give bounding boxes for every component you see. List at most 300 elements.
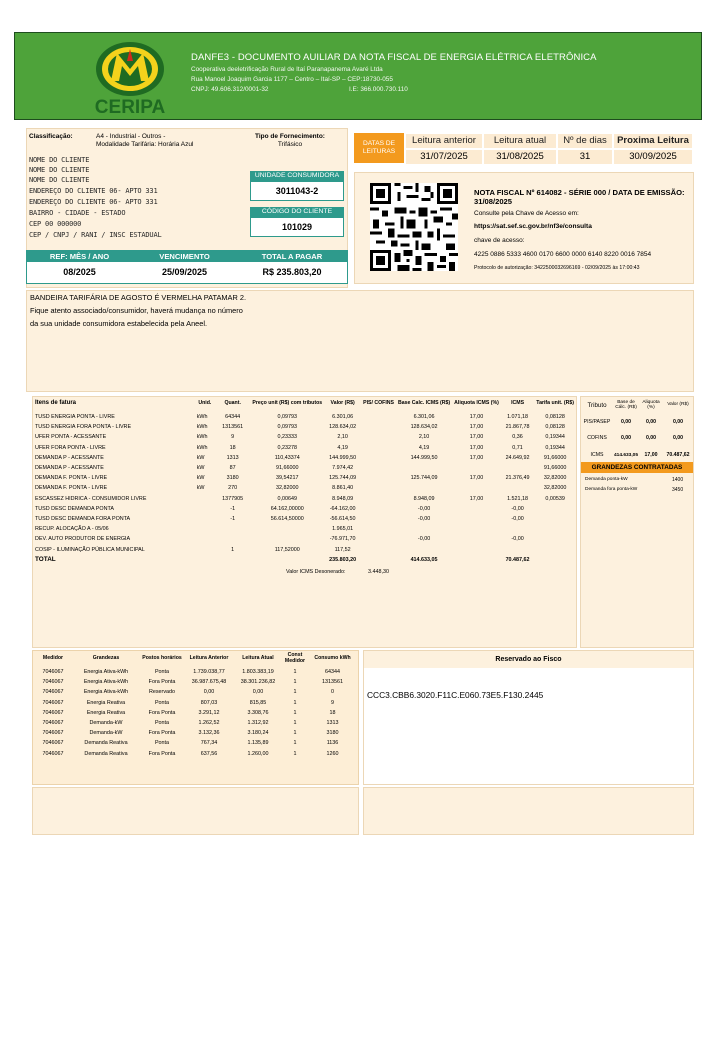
table-cell: Ponta	[154, 699, 170, 706]
total-value: R$ 235.803,20	[262, 267, 322, 277]
table-cell	[452, 524, 501, 534]
items-header: Base Calc. ICMS (R$)	[397, 400, 451, 407]
table-cell: 7.974,42	[332, 465, 354, 472]
table-cell: 1	[293, 730, 297, 737]
invoice-title: NOTA FISCAL Nº 614082 - SÉRIE 000 / DATA DE EMISSÃO: 31/08/2025	[474, 188, 685, 206]
table-cell: kWh	[196, 414, 208, 421]
total-label: TOTAL A PAGAR	[261, 252, 323, 261]
tribute-name: COFINS	[587, 435, 607, 441]
table-cell: RECUP. ALOCAÇÃO A - 05/06	[35, 526, 109, 533]
table-cell	[501, 524, 534, 534]
due-label: VENCIMENTO	[159, 252, 210, 261]
table-cell: -1	[230, 505, 236, 512]
table-cell: kW	[196, 454, 205, 461]
meters-header: Consumo kWh	[314, 655, 351, 662]
table-cell	[534, 524, 576, 534]
table-cell: 0,19344	[545, 434, 565, 441]
table-row	[33, 677, 358, 687]
table-row	[33, 728, 358, 738]
client-code-value: 101029	[250, 217, 344, 237]
table-cell: -0,00	[511, 536, 524, 543]
table-cell: Energia Ativa-kWh	[83, 669, 129, 676]
table-row	[33, 687, 358, 697]
table-cell: 1	[231, 546, 235, 553]
table-cell: 38.301.236,82	[240, 679, 276, 686]
table-cell: kW	[196, 485, 205, 492]
tribute-base: 0,00	[620, 435, 632, 441]
contracted-label: Demanda ponta-kW	[585, 477, 628, 482]
classification-label: Classificação:	[29, 133, 73, 140]
fisco-title: Reservado ao Fisco	[364, 651, 693, 668]
table-cell: 1.803.383,19	[242, 669, 274, 676]
table-cell: 8.861,40	[332, 485, 354, 492]
table-cell: 7046067	[42, 750, 64, 757]
contracted-value: 1400	[672, 477, 684, 483]
table-cell	[195, 514, 215, 524]
table-cell: Energia Ativa-kWh	[83, 689, 129, 696]
table-cell: UFER PONTA - ACESSANTE	[35, 434, 107, 441]
table-cell: 64344	[325, 669, 340, 676]
table-cell: 1.135,89	[247, 740, 269, 747]
table-cell: Demanda Reativa	[84, 750, 128, 757]
table-cell: 6.301,06	[413, 414, 435, 421]
table-cell: 1.260,00	[247, 750, 269, 757]
table-cell: 815,85	[249, 699, 267, 706]
table-cell	[452, 463, 501, 473]
table-cell: TUSD DESC DEMANDA PONTA	[35, 505, 114, 512]
table-cell: kWh	[196, 434, 208, 441]
table-cell: 17,00	[469, 454, 484, 461]
tributes-header: Base de Cálc. (R$)	[615, 399, 637, 410]
table-row	[33, 524, 576, 534]
curr-reading-value: 31/08/2025	[484, 150, 556, 164]
table-cell: 21.376,49	[505, 475, 530, 482]
total-value: 235.803,20	[329, 556, 357, 563]
items-total-row	[33, 555, 576, 565]
table-cell: 4,19	[337, 444, 348, 451]
prev-reading-value: 31/07/2025	[406, 150, 482, 164]
table-cell: 39,54217	[276, 475, 299, 482]
table-row	[33, 544, 576, 554]
table-cell: 110,43374	[274, 454, 300, 461]
table-cell: 8.948,09	[332, 495, 354, 502]
table-cell	[452, 483, 501, 493]
tribute-name: ICMS	[590, 452, 604, 458]
table-cell: 6.301,06	[332, 414, 354, 421]
table-cell	[195, 494, 215, 504]
table-cell	[361, 412, 396, 422]
table-cell: TUSD DESC DEMANDA FORA PONTA	[35, 515, 131, 522]
table-cell	[396, 483, 452, 493]
table-cell: 0,09793	[277, 424, 297, 431]
table-cell: 1	[293, 679, 297, 686]
table-cell	[501, 463, 534, 473]
table-cell: 1313	[326, 720, 339, 727]
table-cell: Energia Reativa	[86, 699, 126, 706]
table-cell: 17,00	[469, 414, 484, 421]
table-cell: 1377905	[222, 495, 244, 502]
table-cell: 125.744,09	[329, 475, 357, 482]
table-cell: 270	[228, 485, 238, 492]
table-row	[33, 718, 358, 728]
authorization-protocol: Protocolo de autorização: 3422500032696169 - 02/09/2025 às 17:00:43	[474, 265, 640, 271]
table-cell: 0,71	[512, 444, 523, 451]
table-cell: 1.521,18	[507, 495, 529, 502]
table-cell	[452, 555, 501, 565]
table-row	[33, 514, 576, 524]
table-cell: 128.634,02	[410, 424, 438, 431]
table-cell: DEMANDA P - ACESSANTE	[35, 465, 104, 472]
days-value: 31	[558, 150, 612, 164]
table-cell	[396, 524, 452, 534]
classification-value: A4 - Industrial - Outros - Modalidade Tarifária: Horária Azul	[96, 133, 194, 148]
items-header: Itens de fatura	[35, 400, 77, 407]
meters-header: Leitura Atual	[242, 655, 274, 662]
meters-header: Grandezas	[92, 655, 120, 662]
table-cell: 91,66000	[543, 465, 567, 472]
items-header-row	[33, 396, 576, 412]
table-cell: 17,00	[469, 424, 484, 431]
tribute-base: 0,00	[620, 419, 632, 425]
table-cell: 1136	[326, 740, 339, 747]
table-cell: -1	[230, 515, 236, 522]
table-cell: -64.162,00	[329, 505, 356, 512]
table-cell: 3.180,24	[247, 730, 269, 737]
table-cell: 64344	[225, 414, 241, 421]
client-district: BAIRRO - CIDADE - ESTADO	[29, 209, 126, 217]
qr-code-icon	[370, 183, 458, 271]
table-cell: kWh	[196, 424, 208, 431]
table-cell: 0,00	[203, 689, 215, 696]
table-cell: Fora Ponta	[148, 750, 176, 757]
notice-line: da sua unidade consumidora estabelecida pela Aneel.	[30, 319, 208, 328]
table-cell: DEMANDA F. PONTA - LIVRE	[35, 485, 108, 492]
table-cell: Energia Ativa-kWh	[83, 679, 129, 686]
table-cell: DEMANDA F. PONTA - LIVRE	[35, 475, 108, 482]
tribute-rate: 17,00	[644, 452, 658, 458]
table-cell	[361, 443, 396, 453]
header-address: Rua Manoel Joaquim Garcia 1177 – Centro – Itaí-SP – CEP:18730-055	[191, 76, 393, 83]
table-cell	[452, 534, 501, 544]
tribute-base: 414.633,05	[614, 452, 639, 458]
table-cell: 24.649,92	[505, 454, 530, 461]
client-address: ENDEREÇO DO CLIENTE 06- APTO 331	[29, 198, 158, 206]
invoice-consult-url[interactable]: https://sat.sef.sc.gov.br/nf3e/consulta	[474, 223, 592, 230]
items-header: Preço unit (R$) com tributos	[252, 400, 323, 407]
ceripa-logo	[77, 39, 183, 117]
total-value: 70.487,62	[505, 556, 530, 563]
table-cell	[361, 463, 396, 473]
table-row	[33, 698, 358, 708]
table-cell: 9	[231, 434, 235, 441]
table-cell	[361, 453, 396, 463]
table-cell: 8.948,09	[413, 495, 435, 502]
supply-type-label: Tipo de Fornecimento:	[255, 133, 325, 140]
ref-value: 08/2025	[63, 267, 96, 277]
tribute-value: 0,00	[672, 419, 684, 425]
table-cell	[534, 544, 576, 554]
unit-value: 3011043-2	[250, 181, 344, 201]
table-cell: 0,09793	[277, 414, 297, 421]
table-cell	[534, 514, 576, 524]
table-row	[33, 534, 576, 544]
table-cell: 144.999,50	[329, 454, 357, 461]
table-cell: 18	[229, 444, 236, 451]
table-cell: 7046067	[42, 669, 64, 676]
contracted-value: 3450	[672, 487, 684, 493]
client-address: ENDEREÇO DO CLIENTE 06- APTO 331	[29, 187, 158, 195]
header-ie: I.E: 366.000.730.110	[349, 86, 408, 93]
table-cell: 144.999,50	[410, 454, 438, 461]
table-cell: 0,00	[252, 689, 264, 696]
table-cell: DEV. AUTO PRODUTOR DE ENERGIA	[35, 536, 131, 543]
table-cell: 7046067	[42, 679, 64, 686]
table-cell	[361, 483, 396, 493]
table-cell: 7046067	[42, 730, 64, 737]
client-document: CEP / CNPJ / RANI / INSC ESTADUAL	[29, 231, 162, 239]
table-row	[33, 432, 576, 442]
table-cell: 36.987.675,48	[191, 679, 227, 686]
tribute-value: 70.487,62	[666, 452, 690, 458]
table-cell	[215, 555, 250, 565]
table-row	[33, 473, 576, 483]
table-cell: 2,10	[337, 434, 348, 441]
table-cell: -0,00	[417, 515, 431, 522]
table-cell: Ponta	[154, 740, 170, 747]
table-cell	[250, 555, 324, 565]
table-cell: 1	[293, 740, 297, 747]
table-row	[33, 443, 576, 453]
table-cell: Demanda-kW	[89, 730, 123, 737]
ref-label: REF: MÊS / ANO	[49, 252, 110, 261]
table-cell: -56.614,50	[329, 515, 356, 522]
due-value: 25/09/2025	[161, 267, 208, 277]
table-cell	[361, 514, 396, 524]
table-cell: 1.739.038,77	[193, 669, 225, 676]
table-cell	[534, 504, 576, 514]
meters-header: Const Medidor	[284, 652, 306, 664]
table-cell	[250, 534, 324, 544]
svg-text:CERIPA: CERIPA	[94, 97, 166, 117]
table-cell: 21.867,78	[505, 424, 530, 431]
days-label: Nº de dias	[558, 134, 612, 148]
tributes-table	[581, 396, 693, 464]
table-cell	[361, 504, 396, 514]
table-cell: 1313561	[222, 424, 244, 431]
table-cell: 0,23278	[277, 444, 297, 451]
table-cell: 0,08128	[545, 424, 565, 431]
client-name: NOME DO CLIENTE	[29, 176, 90, 184]
table-cell: 1.262,52	[198, 720, 220, 727]
table-cell: 1.312,92	[247, 720, 269, 727]
table-row	[33, 494, 576, 504]
table-cell: 1	[293, 699, 297, 706]
table-cell: 56.614,50000	[270, 515, 304, 522]
table-cell: 3180	[326, 730, 339, 737]
table-cell	[215, 534, 250, 544]
table-cell: 91,66000	[543, 454, 567, 461]
header-title: DANFE3 - DOCUMENTO AUILIAR DA NOTA FISCAL DE ENERGIA ELÉTRICA ELETRÔNICA	[191, 52, 597, 63]
table-cell: Demanda-kW	[89, 720, 123, 727]
table-cell: 7046067	[42, 720, 64, 727]
table-cell: 87	[229, 465, 236, 472]
table-cell: 1.071,18	[507, 414, 529, 421]
table-cell: Energia Reativa	[86, 709, 126, 716]
client-name: NOME DO CLIENTE	[29, 156, 90, 164]
table-cell: 3.291,12	[198, 709, 220, 716]
table-cell	[501, 483, 534, 493]
table-cell: 807,03	[200, 699, 218, 706]
table-cell: 1.965,01	[332, 526, 354, 533]
table-cell: 32,82000	[543, 485, 567, 492]
table-cell: 1313	[226, 454, 239, 461]
table-cell: Reservado	[148, 689, 176, 696]
access-key-value: 4225 0886 5333 4600 0170 6600 0000 6140 8220 0016 7854	[474, 251, 652, 258]
footer-left-panel	[32, 787, 359, 835]
table-cell	[534, 534, 576, 544]
total-label: TOTAL	[35, 556, 56, 564]
items-header: Quant.	[224, 400, 241, 407]
table-cell: 125.744,09	[410, 475, 438, 482]
items-header: Aliquota ICMS (%)	[454, 400, 499, 407]
icms-desonerado-label: Valor ICMS Desonerado:	[286, 569, 346, 575]
icms-desonerado-value: 3.448,30	[368, 569, 389, 575]
table-cell	[195, 504, 215, 514]
table-cell	[195, 544, 215, 554]
table-cell: kW	[196, 465, 205, 472]
readings-badge: DATAS DE LEITURAS	[354, 133, 404, 163]
table-cell: -0,00	[511, 505, 524, 512]
client-code-label: CÓDIGO DO CLIENTE	[250, 207, 344, 217]
supply-type-value: Trifásico	[277, 141, 303, 148]
table-cell	[361, 432, 396, 442]
contracted-title: GRANDEZAS CONTRATADAS	[581, 462, 693, 473]
table-cell: 2,10	[418, 434, 430, 441]
table-cell	[250, 524, 324, 534]
items-header: Tarifa unit. (R$)	[536, 400, 574, 407]
prev-reading-label: Leitura anterior	[406, 134, 482, 148]
table-cell: kW	[196, 475, 205, 482]
client-zip: CEP 00 000000	[29, 220, 82, 228]
table-cell: TUSD ENERGIA PONTA - LIVRE	[35, 414, 115, 421]
table-row	[33, 738, 358, 748]
total-value: 414.633,05	[410, 556, 438, 563]
table-cell: 3180	[226, 475, 239, 482]
table-cell: 0,19344	[545, 444, 565, 451]
table-cell: UFER FORA PONTA - LIVRE	[35, 444, 106, 451]
table-cell: 3.308,76	[247, 709, 269, 716]
table-cell: 1260	[326, 750, 339, 757]
table-cell	[195, 534, 215, 544]
meters-header: Leitura Anterior	[189, 655, 229, 662]
table-cell: 117,52000	[274, 546, 300, 553]
table-cell: 117,52	[334, 546, 351, 553]
table-cell	[361, 544, 396, 554]
curr-reading-label: Leitura atual	[484, 134, 556, 148]
table-cell: Fora Ponta	[148, 709, 176, 716]
tribute-name: PIS/PASEP	[583, 419, 611, 425]
table-cell: 0	[331, 689, 334, 696]
table-cell: 91,66000	[276, 465, 299, 472]
tribute-rate: 0,00	[645, 435, 657, 441]
table-cell: 0,23333	[277, 434, 297, 441]
table-cell: Demanda Reativa	[84, 740, 128, 747]
table-cell: ESCASSEZ HIDRICA - CONSUMIDOR LIVRE	[35, 495, 147, 502]
tributes-header: Valor (R$)	[667, 402, 689, 408]
next-reading-value: 30/09/2025	[614, 150, 692, 164]
invoice-items-table	[33, 396, 576, 565]
tributes-header: Aliquota (%)	[642, 399, 660, 410]
table-cell: 1	[293, 720, 297, 727]
table-cell	[361, 534, 396, 544]
table-cell: -76.971,70	[329, 536, 356, 543]
table-cell	[361, 555, 396, 565]
table-row	[33, 667, 358, 677]
document-header	[14, 32, 702, 120]
table-cell: DEMANDA P - ACESSANTE	[35, 454, 104, 461]
table-cell	[361, 473, 396, 483]
meters-header: Medidor	[42, 655, 64, 662]
table-row	[33, 749, 358, 759]
tribute-rate: 0,00	[645, 419, 657, 425]
footer-right-panel	[363, 787, 694, 835]
table-cell	[195, 555, 215, 565]
table-cell: 7046067	[42, 689, 64, 696]
table-cell: 767,34	[200, 740, 218, 747]
table-cell: 3.132,36	[198, 730, 220, 737]
table-cell: 17,00	[469, 495, 484, 502]
table-cell: 32,82000	[276, 485, 299, 492]
table-cell	[215, 524, 250, 534]
table-cell: 1313561	[322, 679, 343, 686]
table-cell	[452, 504, 501, 514]
table-cell: kWh	[196, 444, 208, 451]
table-cell: 0,00649	[277, 495, 297, 502]
table-cell: COSIP - ILUMINAÇÃO PÚBLICA MUNICIPAL	[35, 546, 145, 553]
table-cell: 0,36	[512, 434, 523, 441]
fisco-panel	[363, 650, 694, 785]
table-cell	[361, 494, 396, 504]
table-cell: Ponta	[154, 720, 170, 727]
client-name: NOME DO CLIENTE	[29, 166, 90, 174]
table-cell: 32,82000	[543, 475, 567, 482]
header-cnpj: CNPJ: 49.606.312/0001-32	[191, 86, 269, 93]
table-cell: 64.162,00000	[270, 505, 304, 512]
tribute-value: 0,00	[672, 435, 684, 441]
table-cell: -0,00	[417, 536, 431, 543]
table-cell: 7046067	[42, 740, 64, 747]
table-cell	[361, 422, 396, 432]
table-cell: 0,00539	[545, 495, 565, 502]
table-cell: 17,00	[469, 444, 484, 451]
table-cell: 7046067	[42, 699, 64, 706]
invoice-consult-text: Consulte pela Chave de Acesso em:	[474, 210, 579, 217]
next-reading-label: Proxima Leitura	[614, 134, 692, 148]
meters-table	[33, 651, 358, 759]
table-row	[33, 504, 576, 514]
table-cell: Ponta	[154, 669, 170, 676]
table-cell	[452, 544, 501, 554]
table-row	[33, 422, 576, 432]
table-cell: TUSD ENERGIA FORA PONTA - LIVRE	[35, 424, 132, 431]
meters-header: Postos horários	[142, 655, 182, 662]
table-cell: 17,00	[469, 434, 484, 441]
table-cell: 17,00	[469, 475, 484, 482]
items-header: PIS/ COFINS	[363, 400, 394, 407]
fisco-code: CCC3.CBB6.3020.F11C.E060.73E5.F130.2445	[367, 690, 544, 700]
unit-label: UNIDADE CONSUMIDORA	[250, 171, 344, 181]
table-cell: 128.634,02	[329, 424, 357, 431]
